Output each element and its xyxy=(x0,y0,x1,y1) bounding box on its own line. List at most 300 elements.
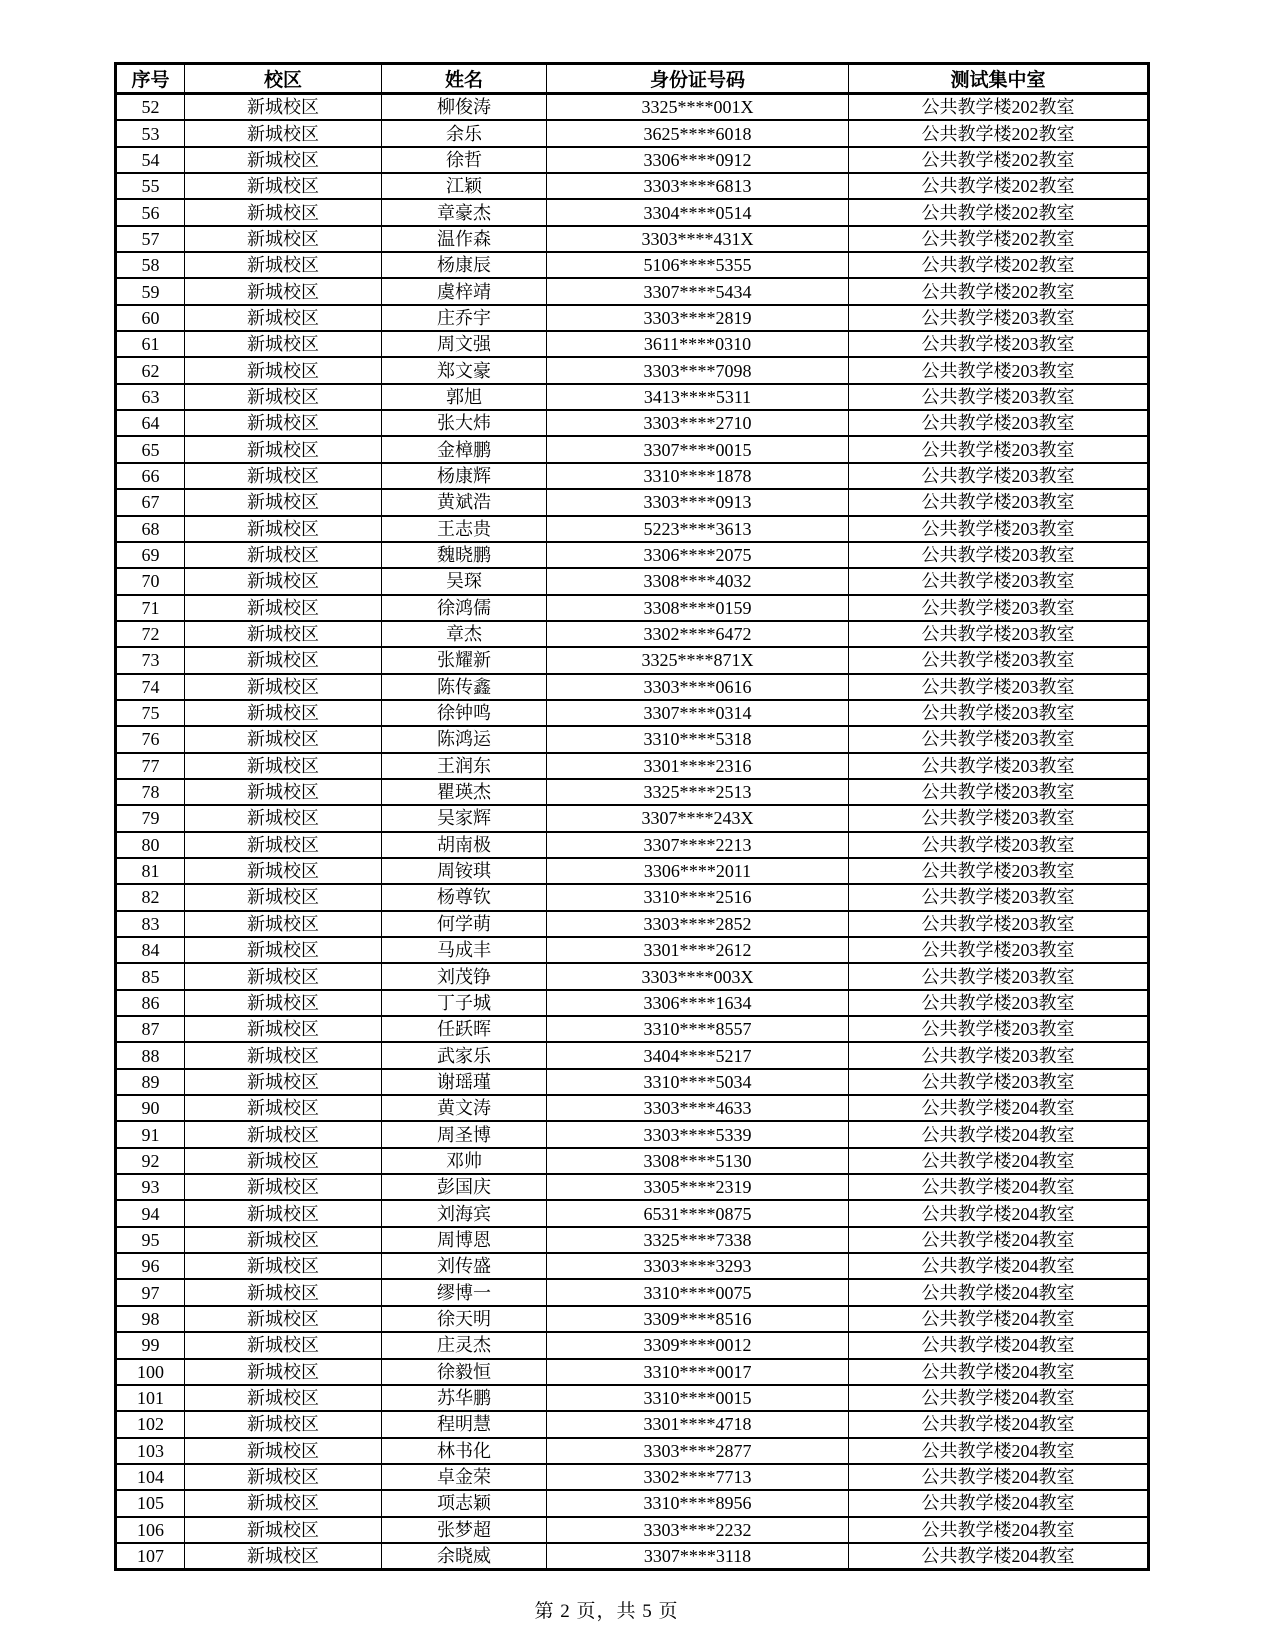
table-row xyxy=(116,911,1149,937)
cell-name: 王润东 xyxy=(382,753,547,779)
cell-test-room: 公共教学楼204教室 xyxy=(849,1227,1149,1253)
cell-id-number: 3310****2516 xyxy=(547,884,849,910)
cell-name: 张耀新 xyxy=(382,647,547,673)
cell-index: 95 xyxy=(116,1227,185,1253)
cell-id-number: 3325****7338 xyxy=(547,1227,849,1253)
cell-id-number: 3303****0616 xyxy=(547,674,849,700)
cell-name: 周铵琪 xyxy=(382,858,547,884)
cell-name: 邓帅 xyxy=(382,1148,547,1174)
table-row xyxy=(116,1543,1149,1570)
cell-name: 丁子城 xyxy=(382,990,547,1016)
cell-index: 97 xyxy=(116,1279,185,1305)
cell-name: 周圣博 xyxy=(382,1121,547,1147)
cell-test-room: 公共教学楼203教室 xyxy=(849,911,1149,937)
cell-id-number: 3301****2612 xyxy=(547,937,849,963)
cell-name: 吴家辉 xyxy=(382,805,547,831)
cell-name: 杨康辉 xyxy=(382,463,547,489)
cell-campus: 新城校区 xyxy=(185,436,382,462)
table-row xyxy=(116,542,1149,568)
cell-test-room: 公共教学楼203教室 xyxy=(849,963,1149,989)
cell-test-room: 公共教学楼202教室 xyxy=(849,147,1149,173)
cell-name: 张梦超 xyxy=(382,1517,547,1543)
table-row xyxy=(116,595,1149,621)
table-row xyxy=(116,1227,1149,1253)
cell-index: 76 xyxy=(116,726,185,752)
cell-campus: 新城校区 xyxy=(185,1279,382,1305)
cell-id-number: 6531****0875 xyxy=(547,1200,849,1226)
table-row xyxy=(116,805,1149,831)
cell-name: 吴琛 xyxy=(382,568,547,594)
cell-id-number: 3404****5217 xyxy=(547,1042,849,1068)
cell-test-room: 公共教学楼204教室 xyxy=(849,1148,1149,1174)
table-row xyxy=(116,147,1149,173)
table-row xyxy=(116,621,1149,647)
cell-campus: 新城校区 xyxy=(185,595,382,621)
cell-id-number: 3307****2213 xyxy=(547,832,849,858)
table-row xyxy=(116,1095,1149,1121)
table-row xyxy=(116,1385,1149,1411)
cell-name: 柳俊涛 xyxy=(382,94,547,121)
cell-id-number: 3310****1878 xyxy=(547,463,849,489)
cell-id-number: 3625****6018 xyxy=(547,120,849,146)
cell-test-room: 公共教学楼204教室 xyxy=(849,1543,1149,1570)
cell-index: 100 xyxy=(116,1359,185,1385)
cell-name: 余晓威 xyxy=(382,1543,547,1570)
cell-name: 陈传鑫 xyxy=(382,674,547,700)
cell-campus: 新城校区 xyxy=(185,357,382,383)
table-row xyxy=(116,753,1149,779)
cell-id-number: 3301****2316 xyxy=(547,753,849,779)
table-row xyxy=(116,278,1149,304)
cell-campus: 新城校区 xyxy=(185,1490,382,1516)
cell-name: 杨尊钦 xyxy=(382,884,547,910)
cell-test-room: 公共教学楼203教室 xyxy=(849,884,1149,910)
cell-campus: 新城校区 xyxy=(185,147,382,173)
cell-test-room: 公共教学楼204教室 xyxy=(849,1200,1149,1226)
cell-id-number: 5223****3613 xyxy=(547,516,849,542)
cell-campus: 新城校区 xyxy=(185,305,382,331)
cell-campus: 新城校区 xyxy=(185,1411,382,1437)
cell-campus: 新城校区 xyxy=(185,621,382,647)
cell-index: 55 xyxy=(116,173,185,199)
cell-id-number: 3325****2513 xyxy=(547,779,849,805)
cell-campus: 新城校区 xyxy=(185,1517,382,1543)
cell-index: 106 xyxy=(116,1517,185,1543)
cell-campus: 新城校区 xyxy=(185,1174,382,1200)
cell-id-number: 3310****5318 xyxy=(547,726,849,752)
cell-index: 99 xyxy=(116,1332,185,1358)
table-row xyxy=(116,463,1149,489)
cell-name: 徐天明 xyxy=(382,1306,547,1332)
cell-campus: 新城校区 xyxy=(185,1200,382,1226)
cell-test-room: 公共教学楼203教室 xyxy=(849,595,1149,621)
cell-name: 王志贵 xyxy=(382,516,547,542)
cell-index: 69 xyxy=(116,542,185,568)
cell-index: 91 xyxy=(116,1121,185,1147)
table-row xyxy=(116,1069,1149,1095)
cell-index: 63 xyxy=(116,384,185,410)
col-header-name: 姓名 xyxy=(382,64,547,94)
cell-campus: 新城校区 xyxy=(185,542,382,568)
cell-name: 徐哲 xyxy=(382,147,547,173)
cell-campus: 新城校区 xyxy=(185,568,382,594)
cell-campus: 新城校区 xyxy=(185,410,382,436)
cell-index: 61 xyxy=(116,331,185,357)
table-row xyxy=(116,1121,1149,1147)
cell-campus: 新城校区 xyxy=(185,1069,382,1095)
cell-campus: 新城校区 xyxy=(185,990,382,1016)
col-header-test-room: 测试集中室 xyxy=(849,64,1149,94)
cell-name: 彭国庆 xyxy=(382,1174,547,1200)
cell-id-number: 3308****5130 xyxy=(547,1148,849,1174)
cell-index: 65 xyxy=(116,436,185,462)
cell-campus: 新城校区 xyxy=(185,937,382,963)
cell-id-number: 3303****2819 xyxy=(547,305,849,331)
table-row xyxy=(116,226,1149,252)
cell-name: 林书化 xyxy=(382,1438,547,1464)
cell-index: 59 xyxy=(116,278,185,304)
cell-name: 徐鸿儒 xyxy=(382,595,547,621)
cell-index: 89 xyxy=(116,1069,185,1095)
cell-name: 胡南极 xyxy=(382,832,547,858)
cell-test-room: 公共教学楼204教室 xyxy=(849,1464,1149,1490)
cell-index: 92 xyxy=(116,1148,185,1174)
cell-index: 72 xyxy=(116,621,185,647)
table-row xyxy=(116,1200,1149,1226)
cell-campus: 新城校区 xyxy=(185,1148,382,1174)
cell-id-number: 3303****4633 xyxy=(547,1095,849,1121)
cell-campus: 新城校区 xyxy=(185,726,382,752)
cell-test-room: 公共教学楼204教室 xyxy=(849,1121,1149,1147)
cell-campus: 新城校区 xyxy=(185,963,382,989)
cell-name: 周文强 xyxy=(382,331,547,357)
table-row xyxy=(116,1042,1149,1068)
cell-id-number: 3303****0913 xyxy=(547,489,849,515)
cell-campus: 新城校区 xyxy=(185,1464,382,1490)
cell-id-number: 3307****243X xyxy=(547,805,849,831)
cell-index: 78 xyxy=(116,779,185,805)
cell-id-number: 3308****4032 xyxy=(547,568,849,594)
cell-id-number: 3310****5034 xyxy=(547,1069,849,1095)
table-row xyxy=(116,1490,1149,1516)
cell-test-room: 公共教学楼204教室 xyxy=(849,1095,1149,1121)
cell-index: 60 xyxy=(116,305,185,331)
cell-campus: 新城校区 xyxy=(185,674,382,700)
cell-index: 107 xyxy=(116,1543,185,1570)
cell-name: 程明慧 xyxy=(382,1411,547,1437)
cell-campus: 新城校区 xyxy=(185,700,382,726)
cell-id-number: 3325****871X xyxy=(547,647,849,673)
table-row xyxy=(116,1464,1149,1490)
cell-id-number: 3303****431X xyxy=(547,226,849,252)
cell-id-number: 3308****0159 xyxy=(547,595,849,621)
cell-campus: 新城校区 xyxy=(185,1095,382,1121)
cell-id-number: 5106****5355 xyxy=(547,252,849,278)
cell-campus: 新城校区 xyxy=(185,1042,382,1068)
cell-campus: 新城校区 xyxy=(185,384,382,410)
cell-test-room: 公共教学楼203教室 xyxy=(849,516,1149,542)
cell-id-number: 3303****2710 xyxy=(547,410,849,436)
table-row xyxy=(116,384,1149,410)
cell-index: 103 xyxy=(116,1438,185,1464)
cell-test-room: 公共教学楼202教室 xyxy=(849,173,1149,199)
cell-index: 71 xyxy=(116,595,185,621)
cell-test-room: 公共教学楼203教室 xyxy=(849,568,1149,594)
cell-index: 87 xyxy=(116,1016,185,1042)
table-row xyxy=(116,726,1149,752)
cell-test-room: 公共教学楼203教室 xyxy=(849,858,1149,884)
cell-index: 70 xyxy=(116,568,185,594)
table-row xyxy=(116,252,1149,278)
table-row xyxy=(116,937,1149,963)
cell-test-room: 公共教学楼203教室 xyxy=(849,305,1149,331)
cell-name: 刘海宾 xyxy=(382,1200,547,1226)
cell-index: 53 xyxy=(116,120,185,146)
header-row xyxy=(116,64,1149,94)
cell-test-room: 公共教学楼203教室 xyxy=(849,463,1149,489)
table-row xyxy=(116,199,1149,225)
cell-name: 陈鸿运 xyxy=(382,726,547,752)
cell-id-number: 3611****0310 xyxy=(547,331,849,357)
cell-id-number: 3303****2877 xyxy=(547,1438,849,1464)
cell-test-room: 公共教学楼203教室 xyxy=(849,753,1149,779)
cell-campus: 新城校区 xyxy=(185,120,382,146)
cell-id-number: 3305****2319 xyxy=(547,1174,849,1200)
cell-test-room: 公共教学楼204教室 xyxy=(849,1438,1149,1464)
cell-test-room: 公共教学楼203教室 xyxy=(849,726,1149,752)
table-row xyxy=(116,674,1149,700)
table-row xyxy=(116,1411,1149,1437)
cell-campus: 新城校区 xyxy=(185,884,382,910)
cell-name: 徐钟鸣 xyxy=(382,700,547,726)
cell-campus: 新城校区 xyxy=(185,199,382,225)
cell-test-room: 公共教学楼204教室 xyxy=(849,1411,1149,1437)
cell-name: 武家乐 xyxy=(382,1042,547,1068)
cell-id-number: 3303****2852 xyxy=(547,911,849,937)
cell-id-number: 3303****5339 xyxy=(547,1121,849,1147)
table-row xyxy=(116,436,1149,462)
cell-name: 卓金荣 xyxy=(382,1464,547,1490)
cell-test-room: 公共教学楼202教室 xyxy=(849,278,1149,304)
cell-index: 98 xyxy=(116,1306,185,1332)
col-header-campus: 校区 xyxy=(185,64,382,94)
cell-id-number: 3309****0012 xyxy=(547,1332,849,1358)
cell-name: 瞿瑛杰 xyxy=(382,779,547,805)
cell-name: 金樟鹏 xyxy=(382,436,547,462)
cell-campus: 新城校区 xyxy=(185,489,382,515)
page-indicator: 第 2 页，共 5 页 xyxy=(534,1601,679,1622)
cell-test-room: 公共教学楼204教室 xyxy=(849,1174,1149,1200)
table-row xyxy=(116,357,1149,383)
cell-name: 章杰 xyxy=(382,621,547,647)
cell-index: 67 xyxy=(116,489,185,515)
cell-campus: 新城校区 xyxy=(185,647,382,673)
table-row xyxy=(116,990,1149,1016)
cell-campus: 新城校区 xyxy=(185,226,382,252)
cell-test-room: 公共教学楼203教室 xyxy=(849,647,1149,673)
cell-campus: 新城校区 xyxy=(185,252,382,278)
cell-index: 68 xyxy=(116,516,185,542)
cell-id-number: 3309****8516 xyxy=(547,1306,849,1332)
cell-test-room: 公共教学楼203教室 xyxy=(849,674,1149,700)
roster-table xyxy=(114,62,1150,1571)
cell-name: 黄文涛 xyxy=(382,1095,547,1121)
cell-index: 90 xyxy=(116,1095,185,1121)
cell-name: 章豪杰 xyxy=(382,199,547,225)
cell-id-number: 3413****5311 xyxy=(547,384,849,410)
table-row xyxy=(116,1253,1149,1279)
cell-name: 任跃晖 xyxy=(382,1016,547,1042)
cell-name: 虞梓靖 xyxy=(382,278,547,304)
cell-test-room: 公共教学楼203教室 xyxy=(849,410,1149,436)
cell-name: 周博恩 xyxy=(382,1227,547,1253)
cell-campus: 新城校区 xyxy=(185,1332,382,1358)
cell-campus: 新城校区 xyxy=(185,858,382,884)
cell-index: 86 xyxy=(116,990,185,1016)
table-row xyxy=(116,700,1149,726)
cell-campus: 新城校区 xyxy=(185,278,382,304)
cell-index: 75 xyxy=(116,700,185,726)
page-footer xyxy=(0,1596,1213,1623)
cell-campus: 新城校区 xyxy=(185,1016,382,1042)
cell-index: 54 xyxy=(116,147,185,173)
cell-name: 温作森 xyxy=(382,226,547,252)
table-row xyxy=(116,410,1149,436)
cell-name: 刘茂铮 xyxy=(382,963,547,989)
cell-test-room: 公共教学楼204教室 xyxy=(849,1517,1149,1543)
cell-id-number: 3302****7713 xyxy=(547,1464,849,1490)
cell-id-number: 3310****0017 xyxy=(547,1359,849,1385)
cell-name: 缪博一 xyxy=(382,1279,547,1305)
cell-id-number: 3325****001X xyxy=(547,94,849,121)
table-row xyxy=(116,963,1149,989)
cell-index: 66 xyxy=(116,463,185,489)
table-row xyxy=(116,647,1149,673)
cell-id-number: 3310****8956 xyxy=(547,1490,849,1516)
table-row xyxy=(116,779,1149,805)
cell-index: 105 xyxy=(116,1490,185,1516)
cell-index: 82 xyxy=(116,884,185,910)
cell-campus: 新城校区 xyxy=(185,1543,382,1570)
cell-test-room: 公共教学楼204教室 xyxy=(849,1253,1149,1279)
cell-campus: 新城校区 xyxy=(185,516,382,542)
cell-id-number: 3310****0015 xyxy=(547,1385,849,1411)
cell-index: 58 xyxy=(116,252,185,278)
cell-name: 杨康辰 xyxy=(382,252,547,278)
cell-test-room: 公共教学楼203教室 xyxy=(849,384,1149,410)
cell-index: 56 xyxy=(116,199,185,225)
cell-index: 64 xyxy=(116,410,185,436)
cell-test-room: 公共教学楼204教室 xyxy=(849,1279,1149,1305)
table-row xyxy=(116,1279,1149,1305)
cell-test-room: 公共教学楼202教室 xyxy=(849,120,1149,146)
cell-test-room: 公共教学楼204教室 xyxy=(849,1306,1149,1332)
cell-campus: 新城校区 xyxy=(185,1438,382,1464)
cell-index: 102 xyxy=(116,1411,185,1437)
cell-index: 52 xyxy=(116,94,185,121)
cell-index: 88 xyxy=(116,1042,185,1068)
cell-index: 93 xyxy=(116,1174,185,1200)
cell-index: 84 xyxy=(116,937,185,963)
col-header-index: 序号 xyxy=(116,64,185,94)
table-row xyxy=(116,1148,1149,1174)
cell-id-number: 3306****0912 xyxy=(547,147,849,173)
cell-id-number: 3303****3293 xyxy=(547,1253,849,1279)
cell-name: 江颖 xyxy=(382,173,547,199)
cell-test-room: 公共教学楼202教室 xyxy=(849,226,1149,252)
cell-id-number: 3304****0514 xyxy=(547,199,849,225)
cell-test-room: 公共教学楼202教室 xyxy=(849,199,1149,225)
cell-name: 项志颖 xyxy=(382,1490,547,1516)
cell-name: 张大炜 xyxy=(382,410,547,436)
table-row xyxy=(116,1306,1149,1332)
cell-name: 苏华鹏 xyxy=(382,1385,547,1411)
cell-index: 57 xyxy=(116,226,185,252)
cell-id-number: 3310****8557 xyxy=(547,1016,849,1042)
cell-test-room: 公共教学楼203教室 xyxy=(849,805,1149,831)
roster-body xyxy=(116,94,1149,1570)
cell-campus: 新城校区 xyxy=(185,1359,382,1385)
cell-campus: 新城校区 xyxy=(185,331,382,357)
cell-test-room: 公共教学楼204教室 xyxy=(849,1385,1149,1411)
cell-id-number: 3303****6813 xyxy=(547,173,849,199)
cell-name: 黄斌浩 xyxy=(382,489,547,515)
table-row xyxy=(116,1438,1149,1464)
cell-name: 马成丰 xyxy=(382,937,547,963)
cell-id-number: 3303****003X xyxy=(547,963,849,989)
cell-id-number: 3303****7098 xyxy=(547,357,849,383)
cell-name: 魏晓鹏 xyxy=(382,542,547,568)
cell-index: 94 xyxy=(116,1200,185,1226)
table-row xyxy=(116,568,1149,594)
cell-test-room: 公共教学楼203教室 xyxy=(849,357,1149,383)
cell-id-number: 3307****5434 xyxy=(547,278,849,304)
cell-id-number: 3303****2232 xyxy=(547,1517,849,1543)
cell-test-room: 公共教学楼203教室 xyxy=(849,700,1149,726)
cell-index: 81 xyxy=(116,858,185,884)
table-row xyxy=(116,1332,1149,1358)
cell-id-number: 3301****4718 xyxy=(547,1411,849,1437)
cell-index: 74 xyxy=(116,674,185,700)
cell-id-number: 3302****6472 xyxy=(547,621,849,647)
cell-campus: 新城校区 xyxy=(185,832,382,858)
table-row xyxy=(116,858,1149,884)
table-row xyxy=(116,331,1149,357)
cell-test-room: 公共教学楼203教室 xyxy=(849,436,1149,462)
cell-name: 余乐 xyxy=(382,120,547,146)
cell-index: 83 xyxy=(116,911,185,937)
cell-test-room: 公共教学楼203教室 xyxy=(849,331,1149,357)
table-row xyxy=(116,1016,1149,1042)
cell-test-room: 公共教学楼203教室 xyxy=(849,832,1149,858)
cell-campus: 新城校区 xyxy=(185,753,382,779)
cell-index: 79 xyxy=(116,805,185,831)
cell-test-room: 公共教学楼203教室 xyxy=(849,1016,1149,1042)
cell-test-room: 公共教学楼204教室 xyxy=(849,1359,1149,1385)
cell-test-room: 公共教学楼203教室 xyxy=(849,1069,1149,1095)
cell-campus: 新城校区 xyxy=(185,1121,382,1147)
cell-index: 96 xyxy=(116,1253,185,1279)
cell-id-number: 3306****2011 xyxy=(547,858,849,884)
cell-test-room: 公共教学楼203教室 xyxy=(849,542,1149,568)
cell-name: 郑文豪 xyxy=(382,357,547,383)
cell-id-number: 3307****3118 xyxy=(547,1543,849,1570)
table-row xyxy=(116,305,1149,331)
table-row xyxy=(116,832,1149,858)
cell-campus: 新城校区 xyxy=(185,805,382,831)
cell-test-room: 公共教学楼203教室 xyxy=(849,990,1149,1016)
cell-test-room: 公共教学楼203教室 xyxy=(849,489,1149,515)
